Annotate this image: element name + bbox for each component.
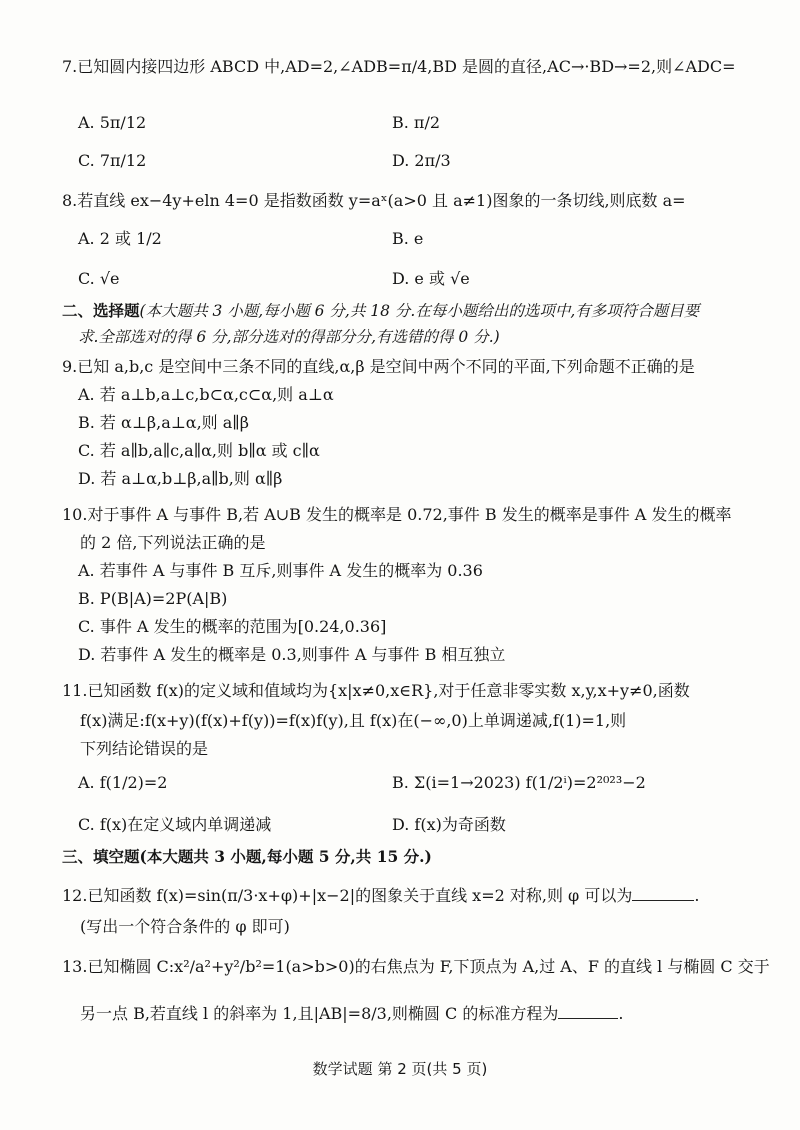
section2-note-line2: 求.全部选对的得 6 分,部分选对的得部分分,有选错的得 0 分.) (78, 328, 500, 346)
q9-option-a: A. 若 a⊥b,a⊥c,b⊂α,c⊂α,则 a⊥α (78, 385, 334, 404)
q10-option-d: D. 若事件 A 发生的概率是 0.3,则事件 A 与事件 B 相互独立 (78, 645, 506, 664)
q7-option-d: D. 2π/3 (392, 151, 451, 170)
q10-stem-line2: 的 2 倍,下列说法正确的是 (80, 533, 266, 552)
q13-stem-line2: 另一点 B,若直线 l 的斜率为 1,且|AB|=8/3,则椭圆 C 的标准方程为 (80, 1004, 559, 1023)
q13-stem-row2 (80, 1002, 623, 1025)
q9-option-c: C. 若 a∥b,a∥c,a∥α,则 b∥α 或 c∥α (78, 441, 320, 460)
q8-option-d: D. e 或 √e (392, 269, 470, 288)
q9-stem: 9.已知 a,b,c 是空间中三条不同的直线,α,β 是空间中两个不同的平面,下列命题不正确的是 (62, 357, 695, 376)
q10-option-a: A. 若事件 A 与事件 B 互斥,则事件 A 发生的概率为 0.36 (78, 561, 483, 580)
section3-header (62, 846, 432, 868)
q12-answer-blank[interactable] (632, 884, 694, 901)
section2-header (62, 300, 699, 322)
q10-stem-line1: 10.对于事件 A 与事件 B,若 A∪B 发生的概率是 0.72,事件 B 发生的概率是事件 A 发生的概率 (62, 505, 732, 524)
page-footer: 数学试题 第 2 页(共 5 页) (312, 1060, 488, 1078)
q10-option-b: B. P(B|A)=2P(A|B) (78, 589, 228, 608)
section3-heading: 三、填空题 (62, 847, 140, 866)
q9-option-b: B. 若 α⊥β,a⊥α,则 a∥β (78, 413, 249, 432)
q13-answer-blank[interactable] (558, 1002, 618, 1019)
q13-end: . (618, 1004, 624, 1023)
q7-option-a: A. 5π/12 (78, 113, 147, 132)
section2-note-line1: (本大题共 3 小题,每小题 6 分,共 18 分.在每小题给出的选项中,有多项符合题目要 (139, 302, 700, 320)
q11-option-a: A. f(1/2)=2 (78, 773, 168, 792)
q11-stem-line2: f(x)满足:f(x+y)(f(x)+f(y))=f(x)f(y),且 f(x)在(−∞,0)上单调递减,f(1)=1,则 (80, 711, 627, 730)
q8-stem: 8.若直线 ex−4y+eln 4=0 是指数函数 y=aˣ(a>0 且 a≠1)图象的一条切线,则底数 a= (62, 191, 686, 210)
q13-stem-line1: 13.已知椭圆 C:x²/a²+y²/b²=1(a>b>0)的右焦点为 F,下顶点为 A,过 A、F 的直线 l 与椭圆 C 交于 (62, 957, 770, 976)
q7-stem: 7.已知圆内接四边形 ABCD 中,AD=2,∠ADB=π/4,BD 是圆的直径,AC→·BD→=2,则∠ADC= (62, 57, 736, 76)
q11-option-c: C. f(x)在定义域内单调递减 (78, 815, 272, 834)
section2-heading: 二、选择题 (62, 301, 140, 320)
q7-option-c: C. 7π/12 (78, 151, 147, 170)
q10-option-c: C. 事件 A 发生的概率的范围为[0.24,0.36] (78, 617, 387, 636)
q11-option-d: D. f(x)为奇函数 (392, 815, 506, 834)
q11-option-b: B. Σ(i=1→2023) f(1/2ⁱ)=2²⁰²³−2 (392, 773, 646, 792)
q7-option-b: B. π/2 (392, 113, 441, 132)
q12-stem-row (62, 884, 699, 907)
q12-end: . (694, 886, 700, 905)
q8-option-a: A. 2 或 1/2 (78, 229, 162, 248)
q11-stem-line1: 11.已知函数 f(x)的定义域和值域均为{x|x≠0,x∈R},对于任意非零实数 x,y,x+y≠0,函数 (62, 681, 690, 700)
q9-option-d: D. 若 a⊥α,b⊥β,a∥b,则 α∥β (78, 469, 283, 488)
q8-option-b: B. e (392, 229, 424, 248)
section3-note: (本大题共 3 小题,每小题 5 分,共 15 分.) (139, 847, 432, 866)
q8-option-c: C. √e (78, 269, 120, 288)
q12-stem: 12.已知函数 f(x)=sin(π/3·x+φ)+|x−2|的图象关于直线 x=2 对称,则 φ 可以为 (62, 886, 633, 905)
q11-stem-line3: 下列结论错误的是 (80, 739, 209, 758)
section2-header-cont (78, 326, 500, 348)
q12-note: (写出一个符合条件的 φ 即可) (80, 917, 290, 936)
